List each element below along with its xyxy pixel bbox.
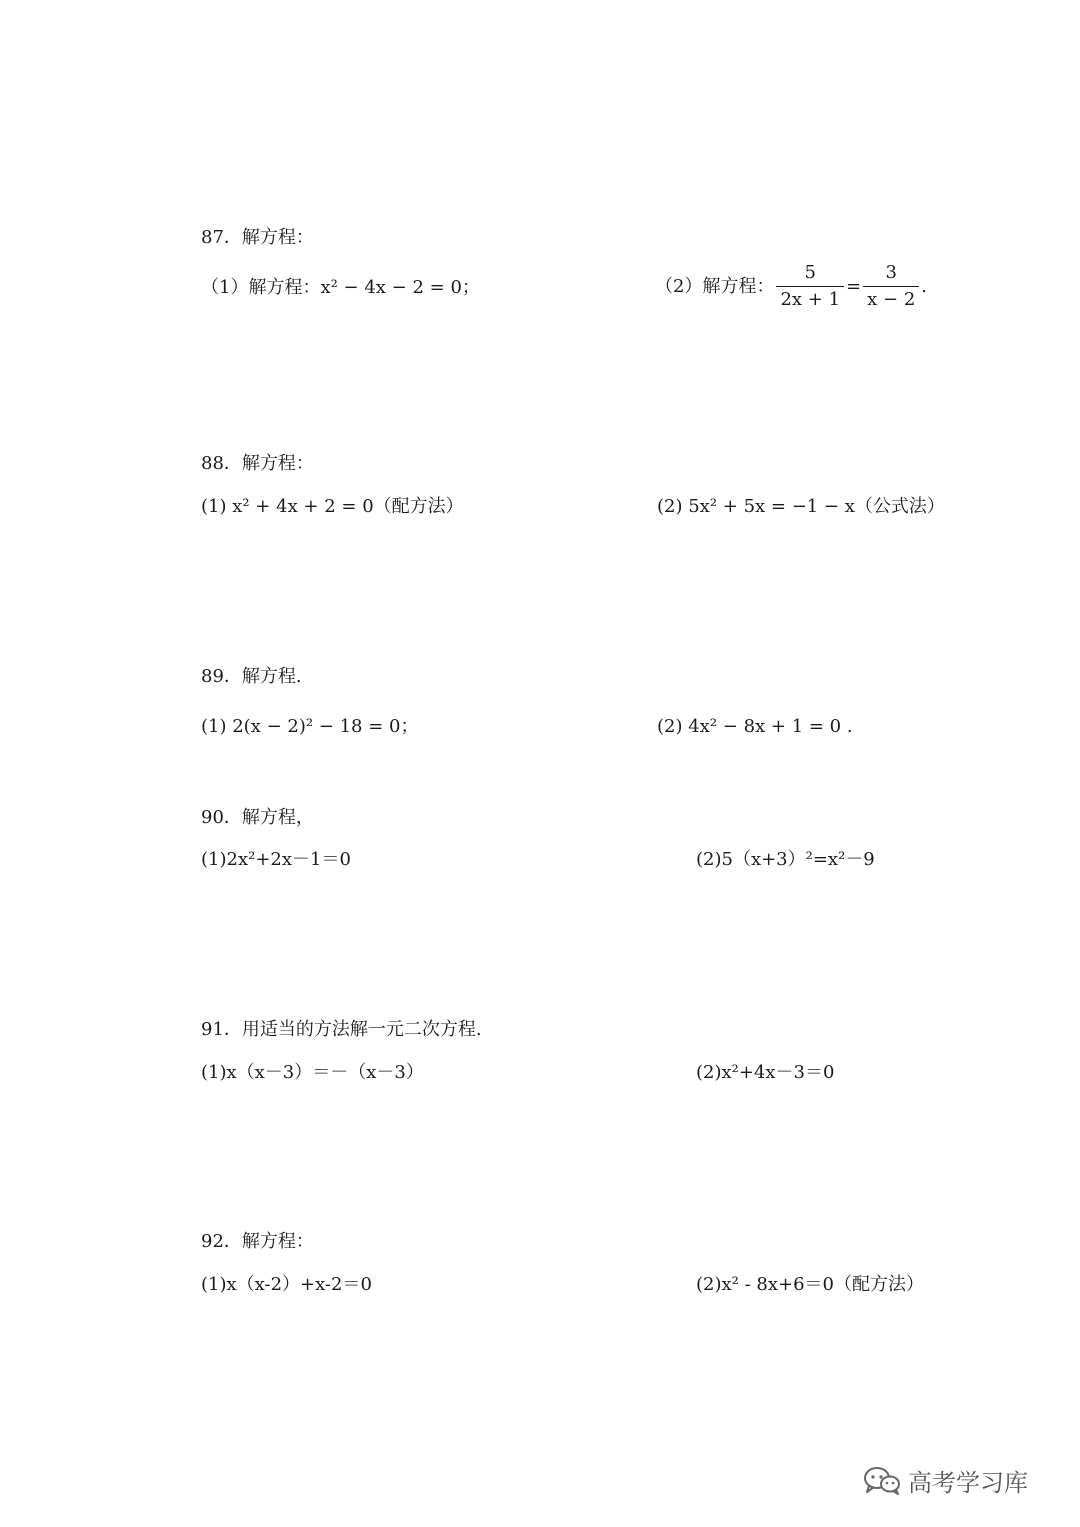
- problem-part-2: (2) 5x² + 5x = −1 − x（公式法）: [657, 496, 945, 517]
- wechat-icon: [862, 1465, 902, 1495]
- watermark-text: 高考学习库: [908, 1468, 1028, 1497]
- end-punct: .: [921, 275, 928, 297]
- problem-heading: 89．解方程.: [201, 666, 302, 687]
- problem-part-1: (1)x（x－3）＝－（x－3）: [201, 1062, 424, 1083]
- fraction-lhs: [776, 262, 844, 311]
- problem-part-2: [655, 262, 927, 311]
- problem-part-2: (2)5（x+3）²=x²－9: [696, 849, 875, 870]
- problem-part-1: (1) 2(x − 2)² − 18 = 0；: [201, 716, 419, 737]
- problem-part-2: (2)x² - 8x+6＝0（配方法）: [696, 1274, 924, 1295]
- problem-heading: 87．解方程：: [201, 227, 314, 248]
- problem-part-1: (1)x（x-2）+x-2＝0: [201, 1274, 372, 1295]
- problem-heading: 90．解方程，: [201, 807, 314, 828]
- problem-part-2: (2) 4x² − 8x + 1 = 0 .: [657, 716, 853, 737]
- fraction-denominator: 2x + 1: [780, 289, 841, 310]
- fraction-rhs: [863, 262, 919, 311]
- equals-sign: =: [846, 275, 862, 297]
- problem-part-1: （1）解方程：x² − 4x − 2 = 0；: [201, 277, 480, 298]
- problem-heading: 92．解方程：: [201, 1231, 314, 1252]
- fraction-numerator: 3: [863, 262, 919, 287]
- fraction-denominator: x − 2: [867, 289, 916, 310]
- problem-heading: 91．用适当的方法解一元二次方程.: [201, 1019, 482, 1040]
- problem-part-1: (1) x² + 4x + 2 = 0（配方法）: [201, 496, 464, 517]
- problem-part-1: (1)2x²+2x－1＝0: [201, 849, 351, 870]
- fraction-numerator: 5: [776, 262, 844, 287]
- watermark: [862, 1460, 1028, 1500]
- part-prefix: （2）解方程：: [655, 275, 775, 297]
- problem-heading: 88．解方程：: [201, 453, 314, 474]
- problem-part-2: (2)x²+4x－3＝0: [696, 1062, 835, 1083]
